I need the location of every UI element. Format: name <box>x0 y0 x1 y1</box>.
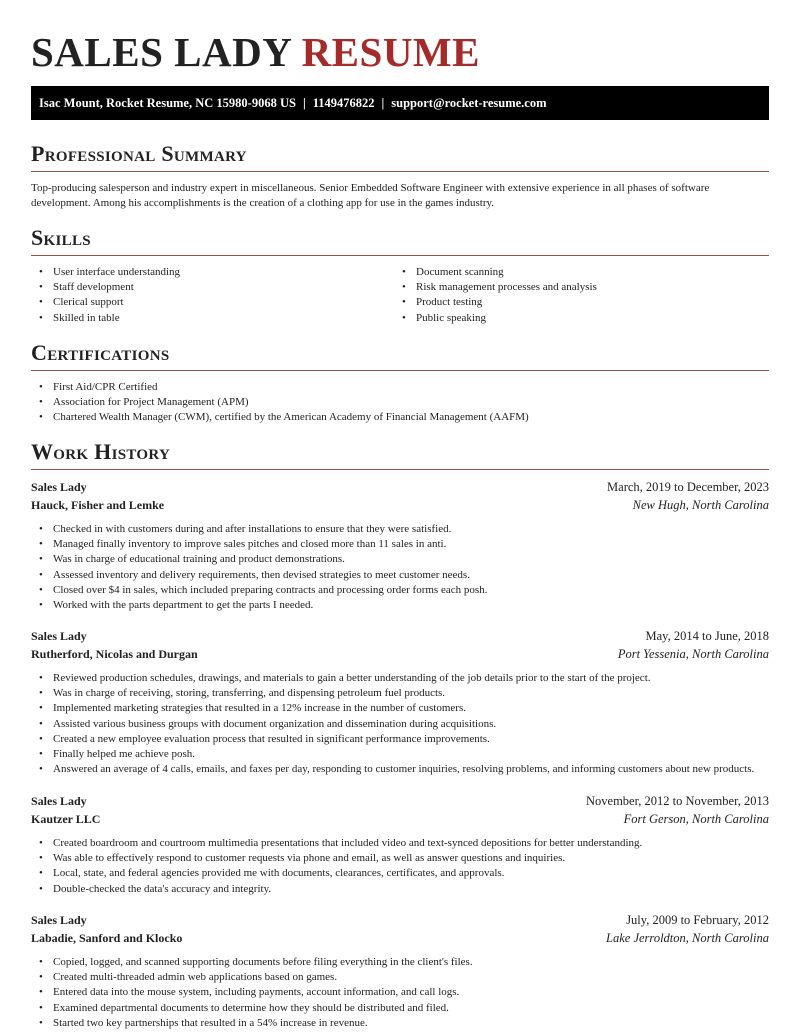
job-title: Sales Lady <box>31 794 87 808</box>
skill-item: • Skilled in table <box>31 311 393 326</box>
job-bullet: • Assessed inventory and delivery requirements, then devised strategies to meet customer needs. <box>31 568 769 583</box>
job-company: Labadie, Sanford and Klocko <box>31 931 183 945</box>
job-entry <box>31 794 769 897</box>
certification-item: • First Aid/CPR Certified <box>31 380 769 395</box>
job-location: New Hugh, North Carolina <box>632 498 769 512</box>
work-history-heading: Work History <box>31 439 769 470</box>
job-bullet: • Examined departmental documents to determine how they should be distributed and filed. <box>31 1001 769 1016</box>
job-bullet: • Managed finally inventory to improve sales pitches and closed more than 11 sales in anti. <box>31 537 769 552</box>
job-location: Port Yessenia, North Carolina <box>617 647 769 661</box>
certifications-list <box>31 380 769 426</box>
skills-left-column <box>31 265 393 326</box>
name-accent: RESUME <box>301 29 480 75</box>
job-bullet: • Was able to effectively respond to customer requests via phone and email, as well as answer questions and inquiries. <box>31 851 769 866</box>
job-entry <box>31 480 769 613</box>
contact-phone: 1149476822 <box>312 96 375 110</box>
job-bullet: • Finally helped me achieve posh. <box>31 747 769 762</box>
skill-item: • Public speaking <box>394 311 769 326</box>
job-entry <box>31 913 769 1031</box>
job-title: Sales Lady <box>31 629 87 643</box>
skill-item: • User interface understanding <box>31 265 393 280</box>
job-location: Fort Gerson, North Carolina <box>623 812 769 826</box>
certification-item: • Chartered Wealth Manager (CWM), certified by the American Academy of Financial Management (AAFM) <box>31 410 769 425</box>
job-bullet: • Created boardroom and courtroom multimedia presentations that included video and text-synced depositions for better understanding. <box>31 836 769 851</box>
job-dates: March, 2019 to December, 2023 <box>607 480 769 494</box>
summary-text: Top-producing salesperson and industry expert in miscellaneous. Senior Embedded Software Engineer with extensive experience in all phases of software development. Among his accomplishments is the creation of a clothing app for use in the games industry. <box>31 182 710 209</box>
job-bullet: • Started two key partnerships that resulted in a 54% increase in revenue. <box>31 1016 769 1031</box>
job-title: Sales Lady <box>31 913 87 927</box>
contact-bar <box>31 86 769 120</box>
contact-address: Isac Mount, Rocket Resume, NC 15980-9068 US <box>39 96 296 110</box>
job-bullet: • Reviewed production schedules, drawings, and materials to gain a better understanding of the job details prior to the start of the project. <box>31 671 769 686</box>
skill-item: • Document scanning <box>394 265 769 280</box>
contact-separator: | <box>302 96 306 110</box>
certifications-heading: Certifications <box>31 340 769 371</box>
skill-item: • Staff development <box>31 280 393 295</box>
job-dates: July, 2009 to February, 2012 <box>626 913 769 927</box>
certification-item: • Association for Project Management (APM) <box>31 395 769 410</box>
job-bullet: • Was in charge of receiving, storing, transferring, and dispensing petroleum fuel products. <box>31 686 769 701</box>
job-bullet: • Created a new employee evaluation process that resulted in significant performance improvements. <box>31 732 769 747</box>
job-bullet: • Assisted various business groups with document organization and dissemination during acquisitions. <box>31 717 769 732</box>
job-company: Kautzer LLC <box>31 812 101 826</box>
skills-heading: Skills <box>31 225 769 256</box>
job-location: Lake Jerroldton, North Carolina <box>606 931 769 945</box>
skills-right-column <box>394 265 769 326</box>
job-bullet: • Copied, logged, and scanned supporting documents before filing everything in the client's files. <box>31 955 769 970</box>
skill-item: • Risk management processes and analysis <box>394 280 769 295</box>
job-bullet: • Was in charge of educational training and product demonstrations. <box>31 552 769 567</box>
job-company: Hauck, Fisher and Lemke <box>31 498 165 512</box>
job-bullet: • Closed over $4 in sales, which included preparing contracts and processing order forms each posh. <box>31 583 769 598</box>
skill-item: • Clerical support <box>31 295 393 310</box>
contact-email: support@rocket-resume.com <box>391 96 547 110</box>
name-first: SALES LADY <box>31 29 291 75</box>
job-bullet: • Answered an average of 4 calls, emails, and faxes per day, responding to customer inquiries, resolving problems, and informing customers about new products. <box>31 762 769 777</box>
job-bullet: • Double-checked the data's accuracy and integrity. <box>31 882 769 897</box>
job-dates: November, 2012 to November, 2013 <box>586 794 769 808</box>
summary-heading: Professional Summary <box>31 141 769 172</box>
job-dates: May, 2014 to June, 2018 <box>645 629 769 643</box>
job-bullet: • Entered data into the mouse system, including payments, account information, and call logs. <box>31 985 769 1000</box>
job-company: Rutherford, Nicolas and Durgan <box>31 647 198 661</box>
job-title: Sales Lady <box>31 480 87 494</box>
job-bullet: • Local, state, and federal agencies provided me with documents, clearances, certificates, and approvals. <box>31 866 769 881</box>
skill-item: • Product testing <box>394 295 769 310</box>
job-bullet: • Created multi-threaded admin web applications based on games. <box>31 970 769 985</box>
job-bullet: • Worked with the parts department to get the parts I needed. <box>31 598 769 613</box>
job-bullet: • Checked in with customers during and after installations to ensure that they were satisfied. <box>31 522 769 537</box>
job-bullet: • Implemented marketing strategies that resulted in a 12% increase in the number of customers. <box>31 701 769 716</box>
job-entry <box>31 629 769 777</box>
contact-separator: | <box>381 96 385 110</box>
resume-name-title <box>31 28 480 76</box>
